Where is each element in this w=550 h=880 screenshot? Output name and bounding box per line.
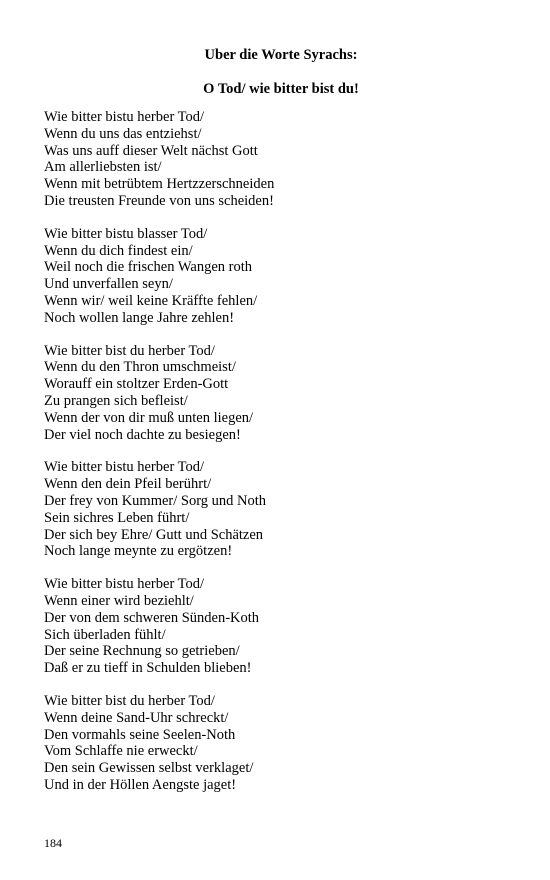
poem-title: Uber die Worte Syrachs:: [204, 47, 358, 63]
verse-line: Was uns auff dieser Welt nächst Gott: [44, 142, 258, 159]
verse-line: Wenn den dein Pfeil berührt/: [44, 476, 212, 493]
verse-line: Und unverfallen seyn/: [44, 276, 173, 293]
verse-line: Weil noch die frischen Wangen roth: [44, 259, 252, 276]
verse-line: Wenn mit betrübtem Hertzzerschneiden: [44, 176, 275, 193]
verse-line: Wie bitter bistu herber Tod/: [44, 459, 205, 476]
verse-line: Sein sichres Leben führt/: [44, 509, 190, 526]
verse-line: Und in der Höllen Aengste jaget!: [44, 776, 237, 793]
verse-line: Worauff ein stoltzer Erden-Gott: [44, 376, 229, 393]
verse-line: Wie bitter bist du herber Tod/: [44, 342, 215, 359]
verse-line: Wie bitter bistu herber Tod/: [44, 109, 205, 125]
stanza: [44, 343, 524, 444]
verse-line: Wenn der von dir muß unten liegen/: [44, 409, 254, 426]
verse-line: Der frey von Kummer/ Sorg und Noth: [44, 492, 267, 509]
verse-line: Wenn du dich findest ein/: [44, 242, 193, 259]
page-number: 184: [44, 836, 62, 850]
verse-line: Den sein Gewissen selbst verklaget/: [44, 760, 254, 777]
verse-line: Die treusten Freunde von uns scheiden!: [44, 192, 274, 209]
stanza: [44, 109, 524, 210]
verse-line: Am allerliebsten ist/: [44, 159, 162, 176]
poem-body: [44, 109, 524, 810]
stanza: [44, 693, 524, 794]
verse-line: Der von dem schweren Sünden-Koth: [44, 609, 260, 626]
verse-line: Wenn deine Sand-Uhr schreckt/: [44, 709, 229, 726]
poem-subtitle: O Tod/ wie bitter bist du!: [203, 81, 359, 97]
verse-line: Wie bitter bist du herber Tod/: [44, 692, 215, 709]
stanza: [44, 576, 524, 677]
stanza: [44, 459, 524, 560]
verse-line: Der seine Rechnung so getrieben/: [44, 643, 240, 660]
verse-line: Noch lange meynte zu ergötzen!: [44, 543, 233, 560]
verse-line: Wie bitter bistu blasser Tod/: [44, 225, 208, 242]
verse-line: Wenn einer wird beziehlt/: [44, 592, 194, 609]
verse-line: Den vormahls seine Seelen-Noth: [44, 726, 236, 743]
verse-line: Der viel noch dachte zu besiegen!: [44, 426, 241, 443]
verse-line: Wenn du uns das entziehst/: [44, 125, 202, 142]
verse-line: Wie bitter bistu herber Tod/: [44, 576, 205, 593]
verse-line: Zu prangen sich befleist/: [44, 392, 188, 409]
verse-line: Wenn wir/ weil keine Kräffte fehlen/: [44, 292, 258, 309]
verse-line: Der sich bey Ehre/ Gutt und Schätzen: [44, 526, 264, 543]
verse-line: Wenn du den Thron umschmeist/: [44, 359, 236, 376]
verse-line: Daß er zu tieff in Schulden blieben!: [44, 660, 252, 677]
stanza: [44, 226, 524, 327]
verse-line: Sich überladen fühlt/: [44, 626, 166, 643]
verse-line: Noch wollen lange Jahre zehlen!: [44, 309, 235, 326]
verse-line: Vom Schlaffe nie erweckt/: [44, 743, 198, 760]
